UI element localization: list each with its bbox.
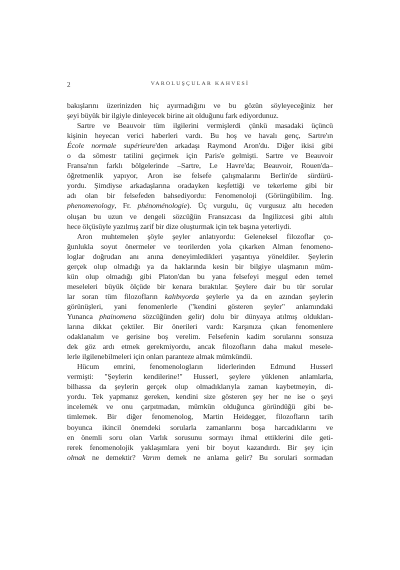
running-head [67, 81, 333, 91]
running-title: VAROLUŞÇULAR KAHVESİ [150, 81, 250, 87]
text-line: hece ölçüsüyle yazılmış zarif bir dize oluşturmak için tek başına yeterliydi. [67, 221, 292, 231]
text-line: dek göz ardı etmek gerekmiyordu, ancak filozofların daha makul mesele- [67, 342, 333, 352]
text-line: Yunanca phainomena sözcüğünden gelir) dolu bir dünyaya atılmış oldukları- [67, 311, 333, 321]
text-line: o da sömestr tatilini geçirmek için Paris'e gelmişti. Sartre ve Beauvoir [67, 151, 333, 161]
body-text [67, 101, 333, 463]
text-line: lar soran tüm filozofların kalıbıyorda şeylerle ya da en azından şeylerin [67, 291, 333, 301]
text-line: Sartre ve Beauvoir tüm ilgilerini vermişlerdi çünkü masadaki üçüncü [77, 121, 333, 131]
text-line: gerçek olup olmadığı ya da haklarında kesin bir bilgiye ulaşmanın müm- [67, 261, 333, 271]
text-line: École normale supérieure'den arkadaşı Raymond Aron'du. Diğer ikisi gibi [67, 141, 333, 151]
text-line: rerek fenomenolojik yaklaşımlara yeni bir boyut kazandırdı. Bir şey için [67, 442, 333, 452]
text-line: bilhassa da şeylerin gerçek olup olmadıklarıyla zaman kaybetmeyin, di- [67, 382, 333, 392]
text-line: Fransa'nın farklı bölgelerinde –Sartre, Le Havre'da; Beauvoir, Rouen'da– [67, 161, 333, 171]
text-line: şeyi büyük bir ilgiyle dinleyecek birine ait olduğunu fark ediyordunuz. [67, 111, 279, 121]
text-line: yordu. Tek yapmanız gereken, kendini size gösteren şey her ne ise o şeyi [67, 392, 333, 402]
text-line: phenomenology, Fr. phénoménologie). Üç vurgulu, üç vurgusuz altı heceden [67, 201, 333, 211]
text-line: adı olan bir felsefeden bahsediyordu: Fenomenoloji (Görüngübilim. İng. [67, 191, 333, 201]
text-line: vermişti: "Şeylerin kendilerine!" Husserl, şeylere yüklenen anlamlarla, [67, 372, 333, 382]
text-line: boyunca ikincil önemdeki sorularla zamanlarını boşa harcadıklarını ve [67, 422, 333, 432]
text-line: odaklanalım ve gerisine boş verelim. Felsefenin kadim sorularını sonsuza [67, 332, 333, 342]
text-line: olmak ne demektir? Varım demek ne anlama gelir? Bu sorulari sormadan [67, 452, 333, 462]
text-line: oluşan bu uzun ve dengeli sözcüğün Fransızcası da İngilizcesi gibi altılı [67, 211, 333, 221]
text-line: meseleleri büyük ölçüde bir kenara bıraktılar. Şeylere dair bu tür sorular [67, 281, 333, 291]
text-line: kişinin heyecan verici haberleri vardı. Bu hoş ve havalı genç, Sartre'ın [67, 131, 333, 141]
text-line: öğretmenlik yapıyor, Aron ise felsefe çalışmalarını Berlin'de sürdürü- [67, 171, 333, 181]
text-line: görünüşleri, yani fenomenlerle ("kendini gösteren şeyler" anlamındaki [67, 301, 333, 311]
text-line: en önemli soru olan Varlık sorusunu sormayı ihmal ettiklerini dile geti- [67, 432, 333, 442]
page-number: 2 [67, 81, 71, 89]
text-line: yordu. Şimdiyse arkadaşlarına oradayken keşfettiği ve tekerleme gibi bir [67, 181, 333, 191]
text-line: lerle ilgilenebilmeleri için onları parantezе almak mümkündü. [67, 352, 253, 362]
text-line: bakışlarını üzerinizden hiç ayırmadığını ve bu gözün söyleyeceğiniz her [67, 101, 333, 110]
text-line: timlemek. Bir diğer fenomenolog, Martin Heidegger, filozofların tarih [67, 412, 333, 422]
text-line: larına dikkat çektiler. Bir önerileri vardı: Karşınıza çıkan fenomenlere [67, 322, 333, 332]
text-line: Aron muhtemelen şöyle şeyler anlatıyordu: Geleneksel filozoflar ço- [77, 231, 333, 241]
text-line: ğunlukla soyut önermeler ve teorilerden yola çıkarken Alman fenomeno- [67, 241, 333, 251]
text-line: incelemėk ve onu çarpıtmadan, mümkün olduğunca göründüğü gibi be- [67, 402, 333, 412]
text-line: kün olup olmadığı gibi Platon'dan bu yana felsefeyi meşgul eden temel [67, 271, 333, 281]
text-line: Hücum emrini, fenomenologların liderlerinden Edmund Husserl [77, 362, 333, 372]
text-line: loglar doğrudan anı anına deneyimledikleri yaşantıya yöneldiler. Şeylerin [67, 251, 333, 261]
